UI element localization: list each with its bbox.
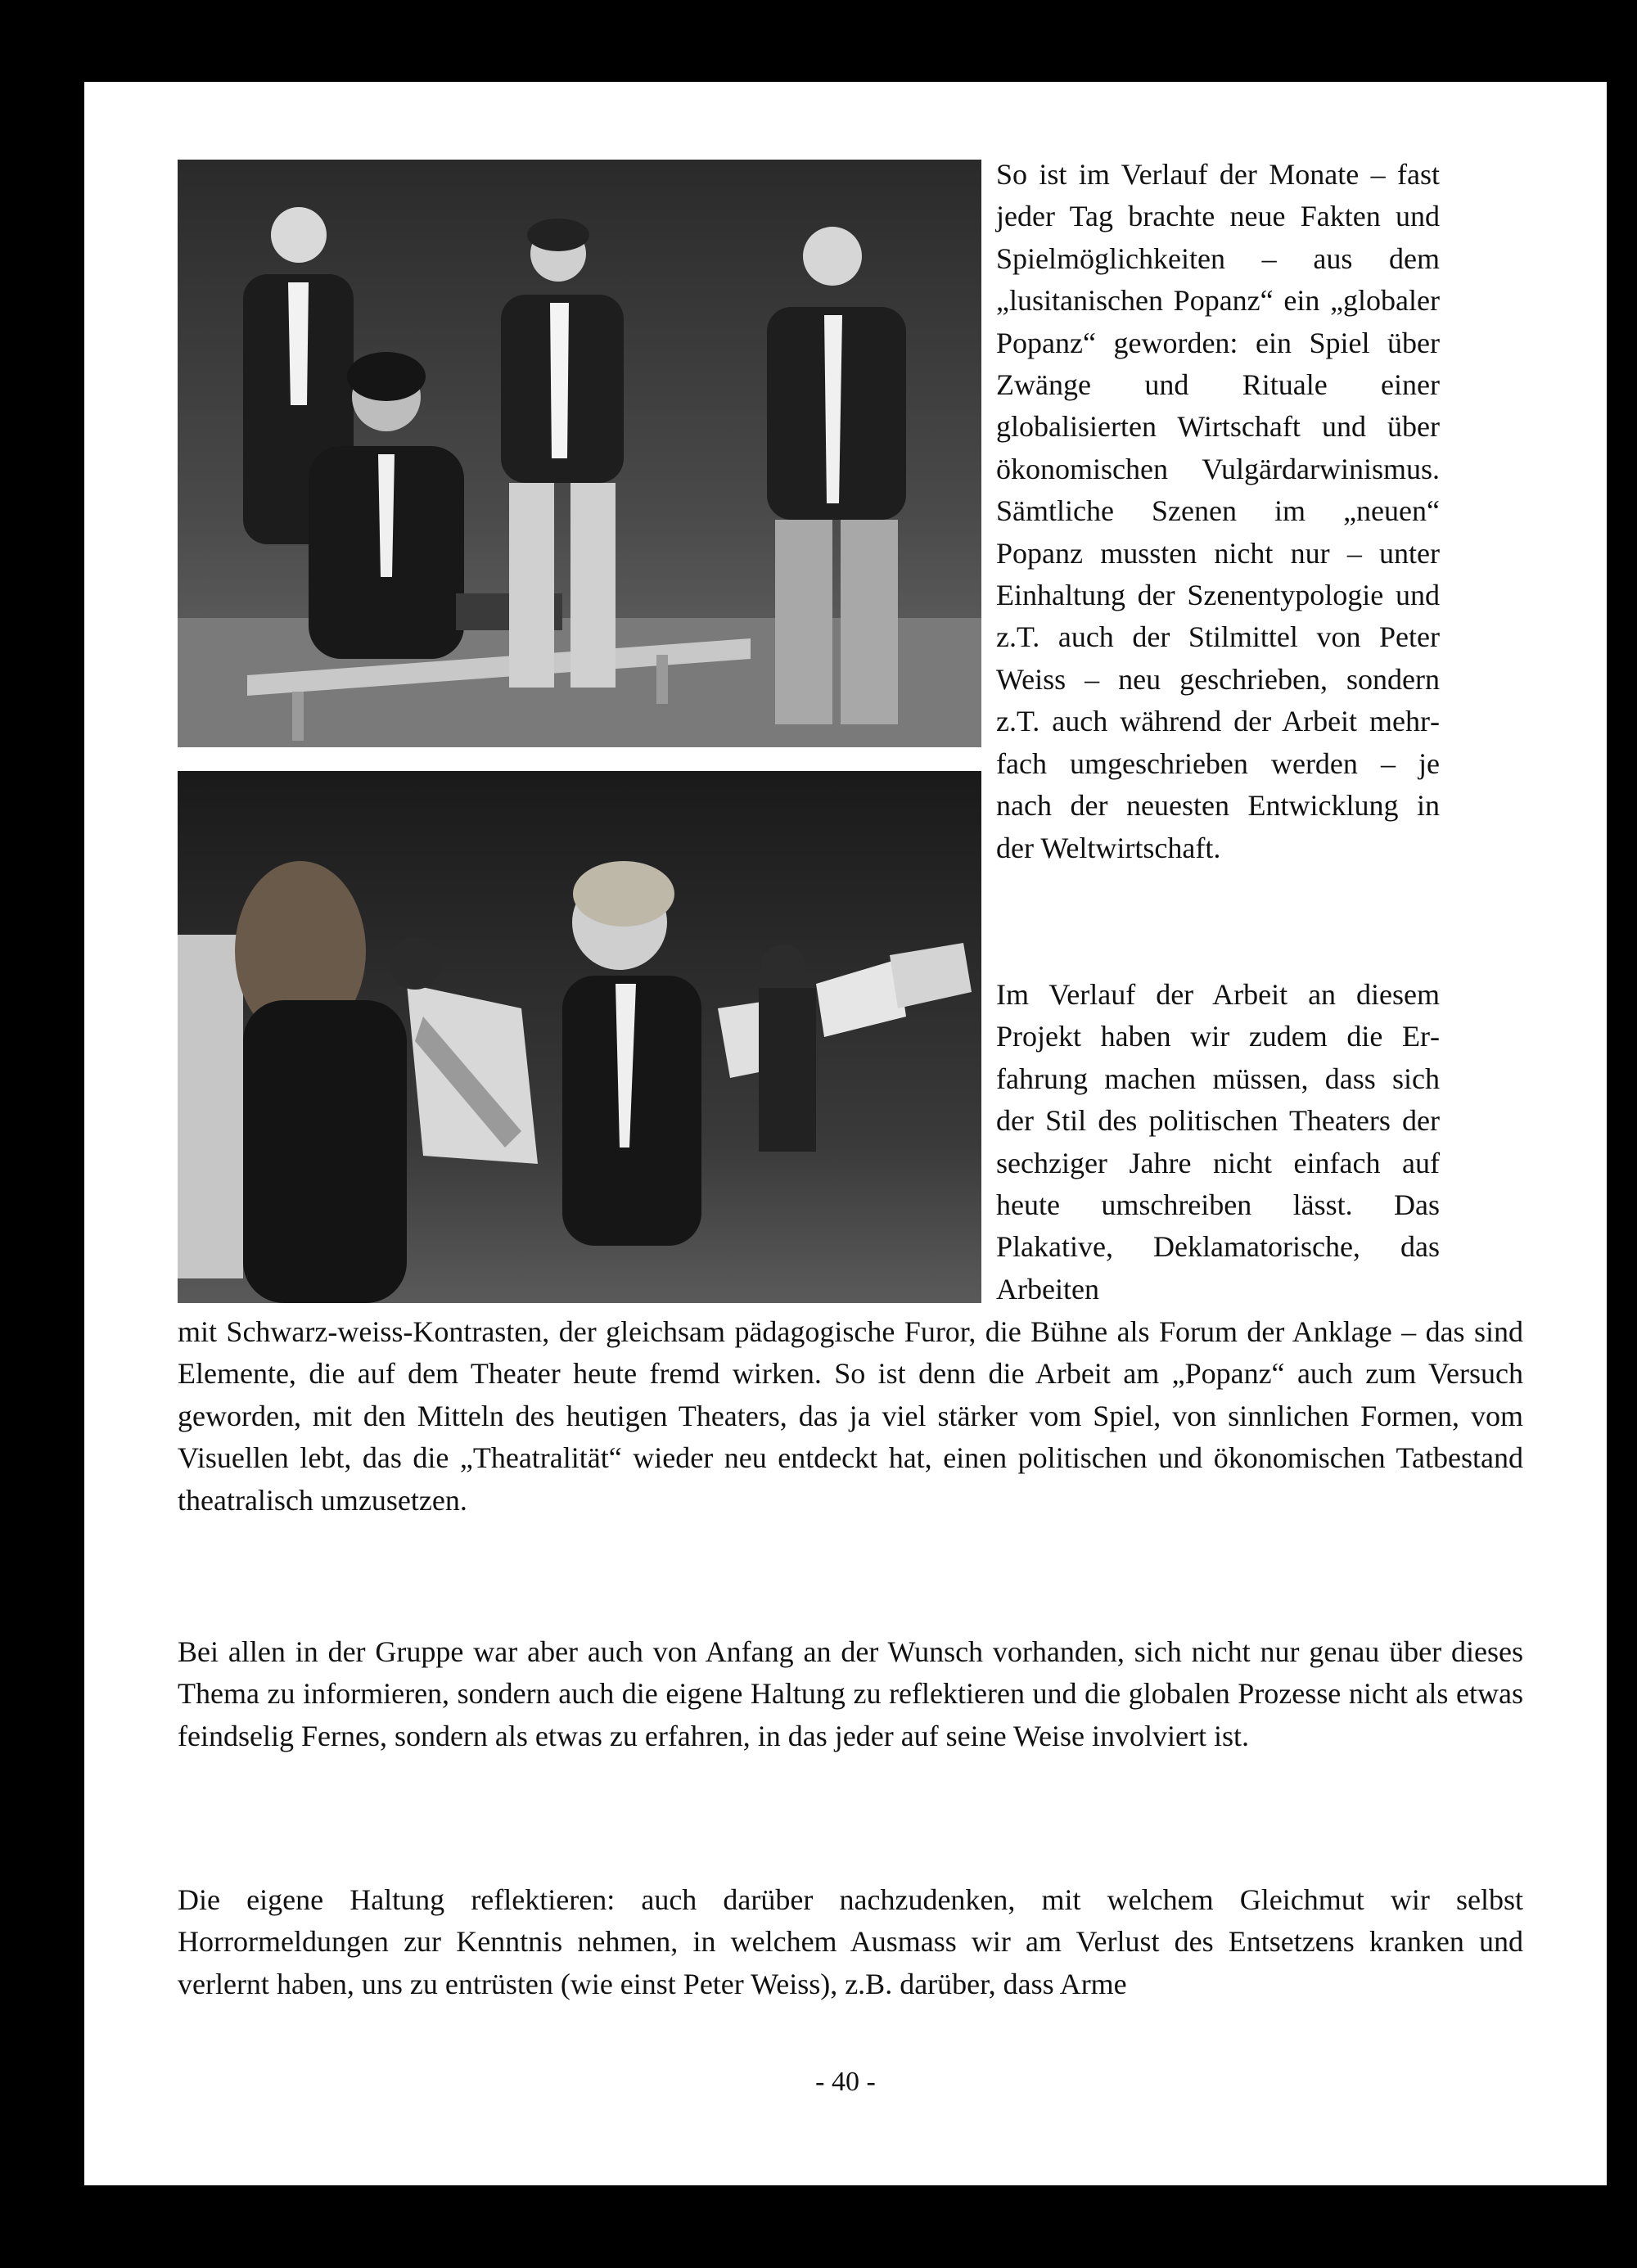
stage-photo-four-performers-drawing [178, 160, 981, 747]
paragraph-continued: mit Schwarz-weiss-Kontrasten, der gleichsam pädagogische Furor, die Bühne als Forum der Anklage – das sind Elemente, die auf dem Theater heute fremd wirken. So ist denn die Arbeit am „Popanz“ auch zum Versuch geworden, mit den Mitteln des heutigen Theaters, das ja viel stärker vom Spiel, von sinnlichen Formen, vom Visuellen lebt, das die „Theatralität“ wieder neu entdeckt hat, einen politischen und ökonomischen Tatbestand theatralisch umzusetzen. [178, 1315, 1523, 1517]
stage-photo-four-performers [178, 160, 981, 747]
document-page [84, 82, 1607, 2185]
stage-photo-boxes-scene [178, 771, 981, 1303]
page-number: - 40 - [815, 2067, 876, 2097]
stage-photo-boxes-scene-drawing [178, 771, 981, 1303]
paragraph-2: Bei allen in der Gruppe war aber auch von Anfang an der Wunsch vorhanden, sich nicht nur genau über dieses Thema zu informieren, sondern auch die eigene Haltung zu reflektieren und die globalen Prozesse nicht als etwas feindselig Fernes, sondern als etwas zu erfahren, in das jeder auf seine Weise involviert ist. [178, 1635, 1523, 1752]
right-column-text-1: So ist im Verlauf der Monate – fast jeder Tag brachte neue Fakten und Spielmöglichkeiten – aus dem „lusitanischen Popanz“ ein „globaler Popanz“ geworden: ein Spiel über Zwänge und Rituale einer globalisierten Wirtschaft und über ökonomischen Vulgärdarwinismus. Sämtliche Szenen im „neuen“ Popanz mussten nicht nur – unter Einhaltung der Szenentypologie und z.T. auch der Stilmittel von Peter Weiss – neu geschrieben, sondern z.T. auch während der Arbeit mehrfach umgeschrieben werden – je nach der neuesten Entwicklung in der Weltwirtschaft. [996, 158, 1440, 864]
paragraph-3: Die eigene Haltung reflektieren: auch darüber nachzudenken, mit welchem Gleichmut wir selbst Horrormeldungen zur Kenntnis nehmen, in welchem Ausmass wir am Verlust des Entsetzens kranken und verlernt haben, uns zu entrüsten (wie einst Peter Weiss), z.B. darüber, dass Arme [178, 1883, 1523, 2000]
right-column-text-2: Im Verlauf der Arbeit an diesem Projekt haben wir zudem die Erfahrung machen müssen, dass sich der Stil des politischen Theaters der sechziger Jahre nicht einfach auf heute umschreiben lässt. Das Plakative, Deklamatorische, das Arbeiten [996, 978, 1440, 1305]
